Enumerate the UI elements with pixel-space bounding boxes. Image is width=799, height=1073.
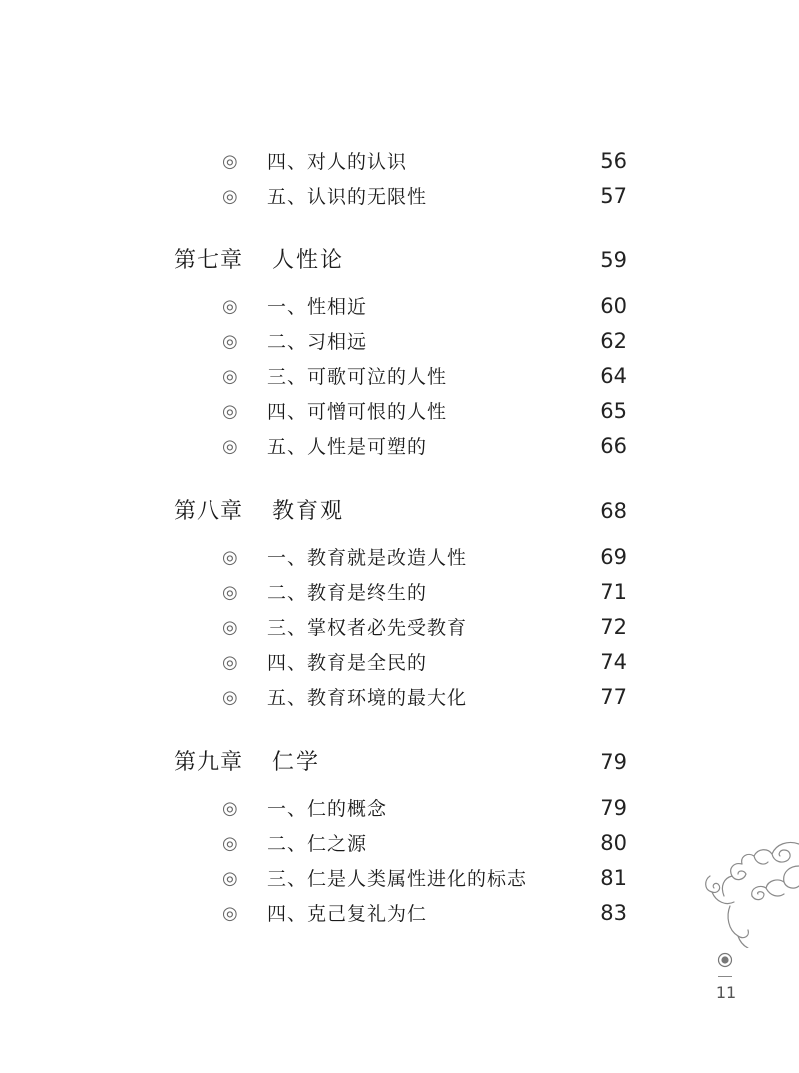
toc-section-row[interactable] xyxy=(0,541,799,577)
chapter-title: 教育观 xyxy=(272,499,345,524)
toc-section-row[interactable] xyxy=(0,897,799,933)
double-circle-bullet-icon: ◎ xyxy=(222,617,238,638)
auspicious-cloud-icon xyxy=(700,836,799,948)
chapter-number: 第八章 xyxy=(174,499,244,524)
section-title: 二、习相远 xyxy=(267,331,368,353)
section-title: 五、教育环境的最大化 xyxy=(267,687,468,709)
chapter-title: 仁学 xyxy=(272,750,321,775)
section-title: 四、可憎可恨的人性 xyxy=(267,401,448,423)
toc-section-row[interactable] xyxy=(0,290,799,326)
section-title: 四、对人的认识 xyxy=(267,151,408,173)
chapter-page-number: 79 xyxy=(600,750,627,774)
section-page-number: 80 xyxy=(600,831,627,855)
toc-section-row[interactable] xyxy=(0,395,799,431)
footer-divider xyxy=(718,976,732,977)
toc-section-row[interactable] xyxy=(0,827,799,863)
section-page-number: 77 xyxy=(600,685,627,709)
section-page-number: 60 xyxy=(600,294,627,318)
toc-section-row[interactable] xyxy=(0,430,799,466)
section-title: 二、仁之源 xyxy=(267,833,368,855)
section-page-number: 72 xyxy=(600,615,627,639)
section-title: 四、克己复礼为仁 xyxy=(267,903,428,925)
toc-section-row[interactable] xyxy=(0,360,799,396)
double-circle-bullet-icon: ◎ xyxy=(222,868,238,889)
double-circle-bullet-icon: ◎ xyxy=(222,401,238,422)
double-circle-bullet-icon: ◎ xyxy=(222,547,238,568)
double-circle-bullet-icon: ◎ xyxy=(222,833,238,854)
toc-chapter-row[interactable] xyxy=(0,746,799,782)
double-circle-bullet-icon: ◎ xyxy=(222,687,238,708)
section-title: 一、教育就是改造人性 xyxy=(267,547,468,569)
section-page-number: 57 xyxy=(600,184,627,208)
toc-section-row[interactable] xyxy=(0,180,799,216)
section-title: 三、仁是人类属性进化的标志 xyxy=(267,868,528,890)
section-page-number: 64 xyxy=(600,364,627,388)
section-title: 四、教育是全民的 xyxy=(267,652,428,674)
page-number: 11 xyxy=(715,983,737,1002)
section-title: 三、可歌可泣的人性 xyxy=(267,366,448,388)
section-title: 一、仁的概念 xyxy=(267,798,388,820)
circle-dot-icon xyxy=(715,950,735,970)
section-title: 二、教育是终生的 xyxy=(267,582,428,604)
chapter-number: 第七章 xyxy=(174,248,244,273)
toc-section-row[interactable] xyxy=(0,862,799,898)
double-circle-bullet-icon: ◎ xyxy=(222,436,238,457)
section-page-number: 62 xyxy=(600,329,627,353)
toc-section-row[interactable] xyxy=(0,145,799,181)
chapter-title: 人性论 xyxy=(272,248,345,273)
double-circle-bullet-icon: ◎ xyxy=(222,366,238,387)
section-title: 一、性相近 xyxy=(267,296,368,318)
section-page-number: 66 xyxy=(600,434,627,458)
section-page-number: 65 xyxy=(600,399,627,423)
toc-chapter-row[interactable] xyxy=(0,244,799,280)
chapter-page-number: 59 xyxy=(600,248,627,272)
double-circle-bullet-icon: ◎ xyxy=(222,296,238,317)
toc-section-row[interactable] xyxy=(0,611,799,647)
section-page-number: 81 xyxy=(600,866,627,890)
section-page-number: 74 xyxy=(600,650,627,674)
toc-section-row[interactable] xyxy=(0,646,799,682)
toc-section-row[interactable] xyxy=(0,792,799,828)
section-title: 五、认识的无限性 xyxy=(267,186,428,208)
toc-chapter-row[interactable] xyxy=(0,495,799,531)
section-page-number: 71 xyxy=(600,580,627,604)
chapter-number: 第九章 xyxy=(174,750,244,775)
section-page-number: 79 xyxy=(600,796,627,820)
chapter-page-number: 68 xyxy=(600,499,627,523)
double-circle-bullet-icon: ◎ xyxy=(222,331,238,352)
double-circle-bullet-icon: ◎ xyxy=(222,582,238,603)
section-page-number: 83 xyxy=(600,901,627,925)
double-circle-bullet-icon: ◎ xyxy=(222,652,238,673)
section-page-number: 69 xyxy=(600,545,627,569)
double-circle-bullet-icon: ◎ xyxy=(222,903,238,924)
double-circle-bullet-icon: ◎ xyxy=(222,151,238,172)
double-circle-bullet-icon: ◎ xyxy=(222,798,238,819)
toc-section-row[interactable] xyxy=(0,681,799,717)
toc-section-row[interactable] xyxy=(0,325,799,361)
section-title: 三、掌权者必先受教育 xyxy=(267,617,468,639)
double-circle-bullet-icon: ◎ xyxy=(222,186,238,207)
section-page-number: 56 xyxy=(600,149,627,173)
toc-section-row[interactable] xyxy=(0,576,799,612)
section-title: 五、人性是可塑的 xyxy=(267,436,428,458)
